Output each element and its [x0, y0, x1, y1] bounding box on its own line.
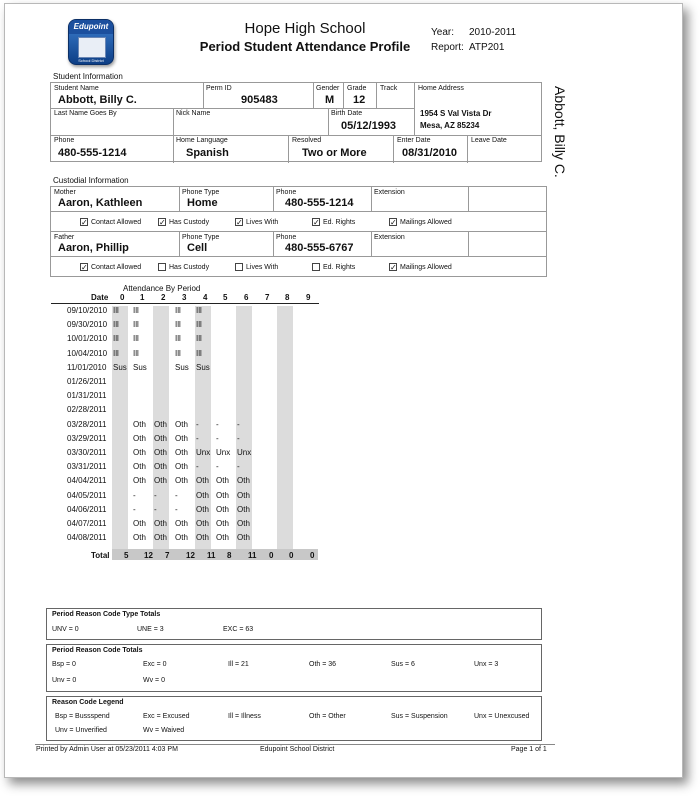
father-has-custody-label: Has Custody — [169, 264, 210, 271]
school-name: Hope High School — [244, 20, 366, 37]
period-header-1: 1 — [140, 293, 145, 302]
attendance-cell: Ill — [133, 334, 139, 344]
period-total: 0 — [289, 551, 294, 561]
father-phone-type: Cell — [187, 242, 208, 254]
attendance-cell: Oth — [133, 448, 146, 457]
legend-box — [46, 696, 542, 741]
grade-label: Grade — [347, 85, 367, 92]
legend-unv: Unv = Unverified — [55, 727, 107, 734]
code-total-sus: Sus = 6 — [391, 661, 415, 668]
edupoint-logo — [68, 19, 114, 65]
attendance-cell: - — [175, 504, 178, 514]
period-total: 0 — [269, 551, 274, 561]
code-total-unv: Unv = 0 — [52, 677, 77, 684]
attendance-cell: - — [216, 419, 219, 429]
legend-bsp: Bsp = Bussspend — [55, 713, 110, 720]
attendance-cell: Ill — [175, 348, 181, 358]
home-language-label: Home Language — [176, 137, 228, 144]
attendance-cell: Oth — [237, 533, 250, 543]
attendance-cell: Oth — [154, 419, 167, 429]
attendance-cell: Oth — [237, 476, 250, 486]
footer-district: Edupoint School District — [260, 746, 335, 753]
home-address-label: Home Address — [418, 85, 464, 92]
attendance-title: Attendance By Period — [123, 284, 201, 293]
attendance-cell: Ill — [113, 306, 119, 315]
code-total-unx: Unx = 3 — [474, 661, 499, 668]
student-info-box — [50, 82, 542, 162]
gender: M — [325, 94, 335, 106]
attendance-cell: Oth — [175, 519, 188, 528]
code-totals-title: Period Reason Code Totals — [52, 647, 143, 654]
phone: 480-555-1214 — [58, 147, 127, 159]
code-totals-box — [46, 644, 542, 692]
attendance-cell: Oth — [216, 519, 229, 528]
attendance-cell: - — [154, 490, 157, 500]
legend-unx: Unx = Unexcused — [474, 713, 530, 720]
mother-mailings-allowed-checkbox[interactable]: ✓ — [390, 218, 397, 227]
book-icon — [78, 37, 106, 58]
logo-text: Edupoint — [69, 20, 113, 34]
attendance-cell: Ill — [196, 348, 202, 358]
year-value: 2010-2011 — [469, 27, 517, 38]
father-contact-allowed-label: Contact Allowed — [91, 264, 142, 271]
attendance-cell: Oth — [196, 476, 209, 486]
attendance-cell: - — [133, 490, 136, 500]
resolved-label: Resolved — [292, 137, 322, 144]
period-header-5: 5 — [223, 293, 228, 302]
attendance-cell: Sus — [133, 362, 147, 372]
attendance-cell: - — [216, 462, 219, 472]
attendance-cell: Oth — [196, 504, 209, 514]
logo-subtext: School District — [78, 58, 104, 63]
attendance-cell: - — [237, 419, 240, 429]
attendance-cell: Ill — [113, 320, 119, 330]
father-mailings-allowed-label: Mailings Allowed — [400, 264, 452, 271]
attendance-cell: Oth — [216, 504, 229, 514]
father-contact-allowed-checkbox[interactable]: ✓ — [81, 263, 88, 272]
attendance-cell: Oth — [237, 519, 250, 528]
report-page — [4, 3, 683, 778]
attendance-cell: Oth — [216, 476, 229, 486]
attendance-cell: - — [175, 490, 178, 500]
father-has-custody-checkbox[interactable] — [158, 263, 166, 271]
father-mailings-allowed-checkbox[interactable]: ✓ — [390, 263, 397, 272]
period-shade — [236, 306, 252, 551]
mother-lives-with-checkbox[interactable]: ✓ — [236, 218, 243, 227]
attendance-cell: Oth — [175, 419, 188, 429]
mother-contact-allowed-label: Contact Allowed — [91, 219, 142, 226]
period-total: 8 — [227, 551, 232, 561]
code-total-wv: Wv = 0 — [143, 677, 165, 684]
period-shade — [277, 306, 293, 551]
mother-phone-type-label: Phone Type — [182, 189, 220, 196]
birth-date: 05/12/1993 — [341, 120, 397, 132]
father-ed-rights-label: Ed. Rights — [323, 264, 356, 271]
type-total-unv: UNV = 0 — [52, 626, 79, 633]
attendance-cell: Oth — [133, 519, 146, 528]
address-line-1: 1954 S Val Vista Dr — [420, 109, 492, 118]
attendance-cell: Oth — [237, 504, 250, 514]
legend-oth: Oth = Other — [309, 713, 346, 720]
attendance-cell: Ill — [196, 320, 202, 330]
enter-date-label: Enter Date — [397, 137, 431, 144]
total-label: Total — [91, 551, 110, 561]
report-title: Period Student Attendance Profile — [199, 39, 411, 54]
type-totals-box — [46, 608, 542, 640]
period-total: 5 — [124, 551, 129, 561]
attendance-cell: - — [196, 419, 199, 429]
enter-date: 08/31/2010 — [402, 147, 458, 159]
attendance-date: 01/26/2011 — [67, 377, 107, 386]
address-line-2: Mesa, AZ 85234 — [420, 121, 480, 130]
student-section-title: Student Information — [53, 72, 123, 81]
mother-phone-label: Phone — [276, 189, 297, 196]
mother-contact-allowed-checkbox[interactable]: ✓ — [81, 218, 88, 227]
father-phone: 480-555-6767 — [285, 242, 354, 254]
mother-has-custody-checkbox[interactable]: ✓ — [159, 218, 166, 227]
guardian-mother-box — [50, 186, 547, 232]
attendance-cell: - — [154, 504, 157, 514]
code-total-ill: Ill = 21 — [228, 661, 249, 668]
father-name: Aaron, Phillip — [58, 242, 129, 254]
legend-title: Reason Code Legend — [52, 699, 124, 706]
attendance-cell: Ill — [175, 334, 181, 344]
attendance-cell: Ill — [175, 320, 181, 330]
attendance-cell: Oth — [133, 462, 146, 472]
attendance-cell: Ill — [196, 334, 202, 344]
type-total-exc: EXC = 63 — [223, 626, 254, 633]
custodial-section-title: Custodial Information — [53, 176, 129, 185]
legend-exc: Exc = Excused — [143, 713, 190, 720]
code-total-oth: Oth = 36 — [309, 661, 337, 668]
last-name-goes-by-label: Last Name Goes By — [54, 110, 117, 117]
mother-lives-with-label: Lives With — [246, 219, 279, 226]
attendance-cell: Unx — [237, 448, 252, 457]
attendance-cell: - — [196, 433, 199, 443]
mother-phone-type: Home — [187, 197, 218, 209]
type-total-une: UNE = 3 — [137, 626, 164, 633]
date-header: Date — [91, 293, 109, 302]
period-header-8: 8 — [285, 293, 290, 302]
home-language: Spanish — [186, 147, 229, 159]
attendance-cell: Oth — [154, 519, 167, 528]
attendance-date: 03/31/2011 — [67, 462, 107, 472]
attendance-date: 10/01/2010 — [67, 334, 108, 344]
period-total: 11 — [248, 551, 257, 561]
attendance-cell: Oth — [154, 476, 167, 486]
attendance-date: 04/07/2011 — [67, 519, 107, 528]
attendance-header-rule — [51, 303, 319, 304]
report-label: Report: — [431, 42, 464, 53]
attendance-cell: Oth — [154, 533, 167, 543]
mother-has-custody-label: Has Custody — [169, 219, 210, 226]
attendance-cell: - — [133, 504, 136, 514]
attendance-cell: Ill — [133, 348, 139, 358]
legend-sus: Sus = Suspension — [391, 713, 448, 720]
attendance-cell: Oth — [175, 433, 188, 443]
legend-ill: Ill = Illness — [228, 713, 261, 720]
attendance-cell: Oth — [154, 448, 167, 457]
attendance-cell: Oth — [154, 433, 167, 443]
attendance-date: 03/29/2011 — [67, 433, 107, 443]
attendance-date: 02/28/2011 — [67, 405, 107, 415]
student-name-label: Student Name — [54, 85, 99, 92]
mother-ed-rights-label: Ed. Rights — [323, 219, 356, 226]
attendance-cell: Ill — [133, 320, 139, 330]
attendance-date: 09/30/2010 — [67, 320, 108, 330]
father-label: Father — [54, 234, 75, 241]
nick-name-label: Nick Name — [176, 110, 211, 117]
attendance-cell: Sus — [113, 362, 127, 372]
attendance-cell: Unx — [196, 448, 211, 457]
attendance-cell: - — [216, 433, 219, 443]
attendance-date: 04/08/2011 — [67, 533, 107, 543]
attendance-cell: Oth — [216, 490, 229, 500]
attendance-cell: Oth — [133, 476, 146, 486]
track-label: Track — [380, 85, 398, 92]
attendance-cell: Oth — [216, 533, 229, 543]
gender-label: Gender — [316, 85, 340, 92]
period-total: 12 — [186, 551, 195, 561]
resolved: Two or More — [302, 147, 367, 159]
attendance-cell: Oth — [133, 533, 146, 543]
period-header-3: 3 — [182, 293, 187, 302]
attendance-cell: Oth — [133, 433, 146, 443]
guardian-father-box — [50, 231, 547, 277]
period-shade — [153, 306, 169, 551]
attendance-date: 04/05/2011 — [67, 490, 107, 500]
attendance-cell: Oth — [175, 476, 188, 486]
attendance-cell: Oth — [133, 419, 146, 429]
period-total: 12 — [144, 551, 153, 561]
father-ed-rights-checkbox[interactable] — [312, 263, 320, 271]
attendance-cell: Sus — [196, 362, 210, 372]
attendance-date: 01/31/2011 — [67, 391, 107, 401]
mother-name: Aaron, Kathleen — [58, 197, 143, 209]
attendance-cell: Oth — [154, 462, 167, 472]
mother-mailings-allowed-label: Mailings Allowed — [400, 219, 452, 226]
attendance-cell: Ill — [196, 306, 202, 315]
grade: 12 — [353, 94, 366, 106]
attendance-cell: Ill — [113, 348, 119, 358]
attendance-date: 03/30/2011 — [67, 448, 107, 457]
father-lives-with-checkbox[interactable] — [235, 263, 243, 271]
attendance-cell: Ill — [113, 334, 119, 344]
legend-wv: Wv = Waived — [143, 727, 185, 734]
report-id: ATP201 — [469, 42, 505, 53]
attendance-date: 03/28/2011 — [67, 419, 107, 429]
printed-by: Printed by Admin User at 05/23/2011 4:03 PM — [36, 746, 178, 753]
type-totals-title: Period Reason Code Type Totals — [52, 611, 161, 618]
period-header-0: 0 — [120, 293, 125, 302]
father-lives-with-label: Lives With — [246, 264, 279, 271]
mother-label: Mother — [54, 189, 76, 196]
birth-date-label: Birth Date — [331, 110, 363, 117]
attendance-cell: Oth — [175, 462, 188, 472]
attendance-cell: Oth — [196, 519, 209, 528]
mother-phone: 480-555-1214 — [285, 197, 354, 209]
perm-id-label: Perm ID — [206, 85, 232, 92]
period-total: 0 — [310, 551, 315, 561]
period-header-2: 2 — [161, 293, 166, 302]
period-header-4: 4 — [203, 293, 208, 302]
period-header-6: 6 — [244, 293, 249, 302]
attendance-cell: Ill — [175, 306, 181, 315]
leave-date-label: Leave Date — [471, 137, 507, 144]
period-header-7: 7 — [265, 293, 270, 302]
father-phone-label: Phone — [276, 234, 297, 241]
attendance-cell: - — [196, 462, 199, 472]
attendance-cell: Oth — [196, 533, 209, 543]
period-header-9: 9 — [306, 293, 311, 302]
year-label: Year: — [431, 27, 454, 38]
attendance-date: 04/04/2011 — [67, 476, 107, 486]
period-total: 11 — [207, 551, 216, 561]
attendance-cell: - — [237, 433, 240, 443]
attendance-cell: - — [237, 462, 240, 472]
code-total-bsp: Bsp = 0 — [52, 661, 76, 668]
student-name: Abbott, Billy C. — [58, 94, 137, 106]
attendance-cell: Oth — [196, 490, 209, 500]
page-number: Page 1 of 1 — [511, 746, 547, 753]
attendance-cell: Sus — [175, 362, 189, 372]
code-total-exc: Exc = 0 — [143, 661, 167, 668]
attendance-cell: Unx — [216, 448, 231, 457]
attendance-cell: Oth — [237, 490, 250, 500]
phone-label: Phone — [54, 137, 75, 144]
attendance-date: 10/04/2010 — [67, 348, 108, 358]
father-extension-label: Extension — [374, 234, 405, 241]
attendance-date: 11/01/2010 — [67, 362, 107, 372]
father-phone-type-label: Phone Type — [182, 234, 220, 241]
perm-id: 905483 — [241, 94, 278, 106]
attendance-cell: Ill — [133, 306, 139, 315]
side-student-name: Abbott, Billy C. — [552, 86, 568, 178]
attendance-cell: Oth — [175, 533, 188, 543]
period-total: 7 — [165, 551, 170, 561]
attendance-cell: Oth — [175, 448, 188, 457]
mother-extension-label: Extension — [374, 189, 405, 196]
mother-ed-rights-checkbox[interactable]: ✓ — [313, 218, 320, 227]
attendance-date: 09/10/2010 — [67, 306, 108, 315]
attendance-date: 04/06/2011 — [67, 504, 107, 514]
